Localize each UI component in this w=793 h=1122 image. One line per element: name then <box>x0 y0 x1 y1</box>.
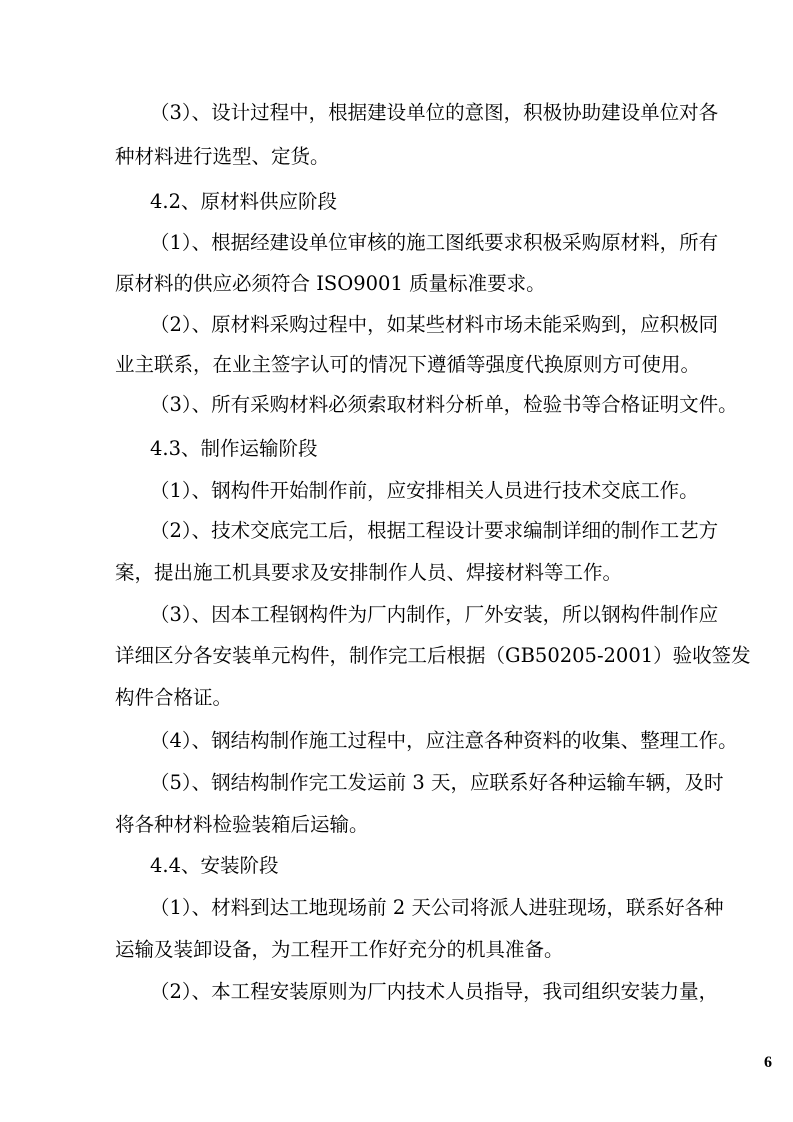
paragraph-line: （3）、设计过程中，根据建设单位的意图，积极协助建设单位对各 <box>150 101 719 124</box>
paragraph-line: （3）、因本工程钢构件为厂内制作，厂外安装，所以钢构件制作应 <box>150 603 719 626</box>
paragraph-line: （4）、钢结构制作施工过程中，应注意各种资料的收集、整理工作。 <box>150 729 738 752</box>
section-heading: 4.3、制作运输阶段 <box>150 437 318 460</box>
paragraph-line: （2）、原材料采购过程中，如某些材料市场未能采购到，应积极同 <box>150 313 719 336</box>
paragraph-line: （2）、技术交底完工后，根据工程设计要求编制详细的制作工艺方 <box>150 519 719 542</box>
paragraph-line: 将各种材料检验装箱后运输。 <box>115 813 369 836</box>
paragraph-line: 种材料进行选型、定货。 <box>115 145 330 168</box>
paragraph-line: （2）、本工程安装原则为厂内技术人员指导，我司组织安装力量， <box>150 980 719 1003</box>
paragraph-line: 原材料的供应必须符合 ISO9001 质量标准要求。 <box>115 272 546 295</box>
paragraph-line: 业主联系，在业主签字认可的情况下遵循等强度代换原则方可使用。 <box>115 353 701 376</box>
paragraph-line: （3）、所有采购材料必须索取材料分析单，检验书等合格证明文件。 <box>150 393 738 416</box>
paragraph-line: （1）、材料到达工地现场前 2 天公司将派人进驻现场，联系好各种 <box>150 896 724 919</box>
paragraph-line: 详细区分各安装单元构件，制作完工后根据（GB50205-2001）验收签发 <box>115 644 751 667</box>
paragraph-line: （5）、钢结构制作完工发运前 3 天，应联系好各种运输车辆，及时 <box>150 771 724 794</box>
page-number: 6 <box>764 1054 772 1071</box>
paragraph-line: 运输及装卸设备，为工程开工作好充分的机具准备。 <box>115 938 564 961</box>
section-heading: 4.2、原材料供应阶段 <box>150 190 338 213</box>
paragraph-line: 构件合格证。 <box>115 686 233 709</box>
paragraph-line: （1）、钢构件开始制作前，应安排相关人员进行技术交底工作。 <box>150 479 699 502</box>
section-heading: 4.4、安装阶段 <box>150 854 279 877</box>
paragraph-line: 案，提出施工机具要求及安排制作人员、焊接材料等工作。 <box>115 561 623 584</box>
paragraph-line: （1）、根据经建设单位审核的施工图纸要求积极采购原材料，所有 <box>150 231 719 254</box>
